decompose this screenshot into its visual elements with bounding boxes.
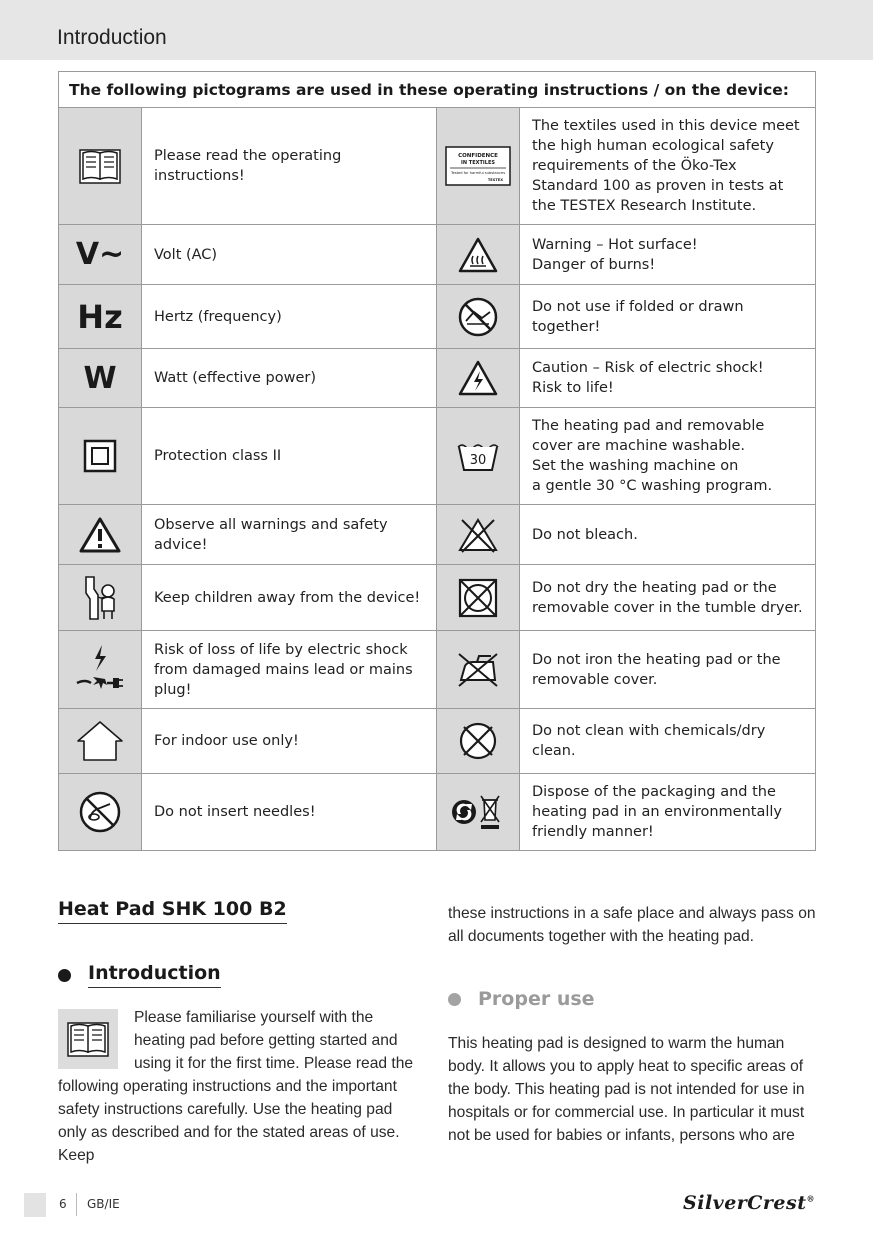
hertz-symbol: Hz [59,285,142,349]
pictogram-description: Observe all warnings and safety advice! [142,505,437,565]
recycling-disposal-icon [437,774,520,851]
indoor-house-icon [59,709,142,774]
introduction-text: Please familiarise yourself with the heating pad before getting started and using it for the first time. Please read the following operating instructions and the important safety instructions carefully. Use the heating pad only as described and for the stated areas of use. Keep [58,1009,414,1164]
pictogram-description: The textiles used in this device meet the high human ecological safety requirements of the Öko-Tex Standard 100 as proven in tests at the TESTEX Research Institute. [520,108,816,225]
right-column [448,902,818,1147]
wash-30-icon [437,408,520,505]
brand-logo: SilverCrest® [683,1192,815,1214]
svg-text:30: 30 [469,453,487,468]
product-title: Heat Pad SHK 100 B2 [58,898,287,924]
proper-use-heading [448,988,818,1010]
pictogram-description: Do not bleach. [520,505,816,565]
no-bleach-icon [437,505,520,565]
pictogram-description: Do not use if folded or drawn together! [520,285,816,349]
section-title: Introduction [88,962,221,988]
pictogram-description: Keep children away from the device! [142,565,437,631]
table-row [59,285,816,349]
page-number: 6 [59,1197,67,1211]
left-column [58,898,425,1167]
pictogram-description: Warning – Hot surface! Danger of burns! [520,225,816,285]
table-row [59,709,816,774]
volt-ac-symbol: V~ [59,225,142,285]
footer-marker [24,1193,46,1217]
book-icon [59,108,142,225]
introduction-heading [58,962,425,988]
table-row [59,225,816,285]
table-row [59,108,816,225]
pictogram-description: Do not dry the heating pad or the removable cover in the tumble dryer. [520,565,816,631]
pictogram-description: Hertz (frequency) [142,285,437,349]
section-title: Proper use [478,988,595,1010]
table-row [59,565,816,631]
header-bar [0,0,873,60]
table-row [59,349,816,408]
introduction-body [58,1006,425,1167]
pictogram-description: Risk of loss of life by electric shock from damaged mains lead or mains plug! [142,631,437,709]
book-icon [58,1009,118,1069]
no-iron-icon [437,631,520,709]
pictogram-description: The heating pad and removable cover are machine washable. Set the washing machine on a gentle 30 °C washing program. [520,408,816,505]
oeko-tex-label-icon [437,108,520,225]
pictogram-description: Watt (effective power) [142,349,437,408]
pictogram-description: Do not iron the heating pad or the removable cover. [520,631,816,709]
pictogram-table-heading: The following pictograms are used in these operating instructions / on the device: [59,72,816,108]
pictogram-description: Caution – Risk of electric shock! Risk to life! [520,349,816,408]
svg-text:IN TEXTILES: IN TEXTILES [461,160,495,166]
protection-class-icon [59,408,142,505]
pictogram-description: Please read the operating instructions! [142,108,437,225]
pictogram-description: For indoor use only! [142,709,437,774]
locale-label: GB/IE [87,1197,120,1211]
pictogram-description: Do not insert needles! [142,774,437,851]
footer-divider [76,1193,77,1216]
svg-text:CONFIDENCE: CONFIDENCE [458,153,498,159]
bullet-icon [448,993,461,1006]
no-dry-clean-icon [437,709,520,774]
svg-text:Tested for harmful substances: Tested for harmful substances [450,171,506,175]
proper-use-text: This heating pad is designed to warm the human body. It allows you to apply heat to specific areas of the body. This heating pad is not intended for use in hospitals or for commercial use. In particular it must not be used for babies or infants, persons who are [448,1035,805,1144]
warning-triangle-icon [59,505,142,565]
no-needles-icon [59,774,142,851]
child-safety-icon [59,565,142,631]
pictogram-description: Dispose of the packaging and the heating pad in an environmentally friendly manner! [520,774,816,851]
continued-text: these instructions in a safe place and always pass on all documents together with the heating pad. [448,905,816,945]
pictogram-table [58,71,816,851]
electric-shock-warning-icon [437,349,520,408]
hot-surface-warning-icon [437,225,520,285]
table-row [59,631,816,709]
pictogram-description: Do not clean with chemicals/dry clean. [520,709,816,774]
table-row [59,774,816,851]
pictogram-description: Protection class II [142,408,437,505]
svg-text:TESTEX: TESTEX [487,178,503,182]
pictogram-description: Volt (AC) [142,225,437,285]
table-row [59,505,816,565]
page-title: Introduction [57,26,167,49]
table-row [59,408,816,505]
no-tumble-dry-icon [437,565,520,631]
bullet-icon [58,969,71,982]
damaged-cord-shock-icon [59,631,142,709]
no-folding-icon [437,285,520,349]
watt-symbol: W [59,349,142,408]
